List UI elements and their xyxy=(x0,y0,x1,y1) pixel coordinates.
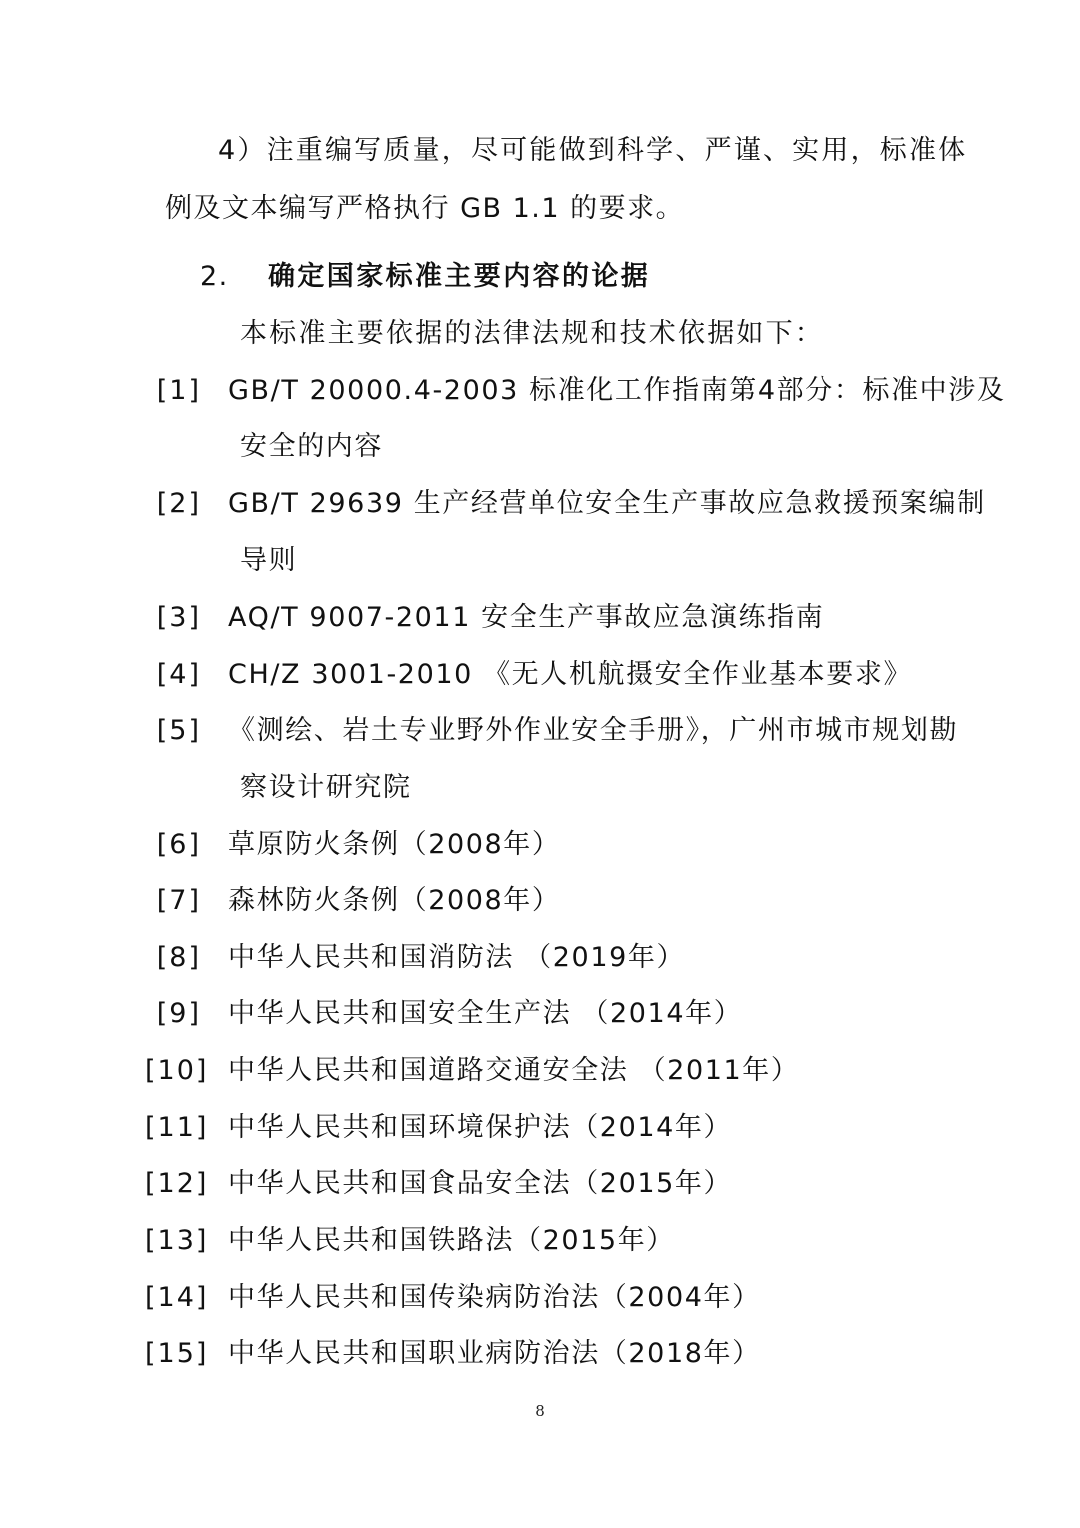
reference-text: GB/T 29639 生产经营单位安全生产事故应急救援预案编制 xyxy=(228,488,986,519)
reference-number: [14] xyxy=(145,1282,209,1313)
reference-number: [13] xyxy=(145,1225,209,1256)
reference-text: CH/Z 3001-2010 《无人机航摄安全作业基本要求》 xyxy=(228,659,913,690)
paragraph-4-line-1: 4）注重编写质量，尽可能做到科学、严谨、实用，标准体 xyxy=(218,135,968,166)
reference-number: [4] xyxy=(156,659,201,690)
section-number: 2. xyxy=(200,261,229,292)
reference-continuation: 察设计研究院 xyxy=(240,772,412,803)
reference-number: [10] xyxy=(145,1055,209,1086)
reference-text: 中华人民共和国安全生产法 （2014年） xyxy=(228,998,743,1029)
section-title: 确定国家标准主要内容的论据 xyxy=(268,261,651,292)
reference-number: [3] xyxy=(156,602,201,633)
reference-text: 草原防火条例（2008年） xyxy=(228,829,561,860)
reference-number: [2] xyxy=(156,488,201,519)
reference-number: [1] xyxy=(156,375,201,406)
intro-text: 本标准主要依据的法律法规和技术依据如下： xyxy=(240,318,824,349)
paragraph-4-line-2: 例及文本编写严格执行 GB 1.1 的要求。 xyxy=(165,193,685,224)
reference-number: [7] xyxy=(156,885,201,916)
reference-number: [9] xyxy=(156,998,201,1029)
reference-number: [12] xyxy=(145,1168,209,1199)
reference-text: 中华人民共和国环境保护法（2014年） xyxy=(228,1112,733,1143)
reference-text: 中华人民共和国职业病防治法（2018年） xyxy=(228,1338,761,1369)
page-number: 8 xyxy=(535,1402,545,1420)
reference-text: 中华人民共和国消防法 （2019年） xyxy=(228,942,686,973)
reference-number: [5] xyxy=(156,715,201,746)
reference-text: 中华人民共和国铁路法（2015年） xyxy=(228,1225,675,1256)
reference-continuation: 导则 xyxy=(240,545,298,576)
reference-text: AQ/T 9007-2011 安全生产事故应急演练指南 xyxy=(228,602,825,633)
reference-number: [6] xyxy=(156,829,201,860)
reference-text: 《测绘、岩土专业野外作业安全手册》，广州市城市规划勘 xyxy=(228,715,959,746)
reference-text: 森林防火条例（2008年） xyxy=(228,885,561,916)
reference-text: 中华人民共和国传染病防治法（2004年） xyxy=(228,1282,761,1313)
reference-text: 中华人民共和国道路交通安全法 （2011年） xyxy=(228,1055,800,1086)
reference-number: [15] xyxy=(145,1338,209,1369)
reference-number: [11] xyxy=(145,1112,209,1143)
reference-text: 中华人民共和国食品安全法（2015年） xyxy=(228,1168,733,1199)
reference-number: [8] xyxy=(156,942,201,973)
reference-text: GB/T 20000.4-2003 标准化工作指南第4部分：标准中涉及 xyxy=(228,375,1006,406)
reference-continuation: 安全的内容 xyxy=(240,431,383,462)
